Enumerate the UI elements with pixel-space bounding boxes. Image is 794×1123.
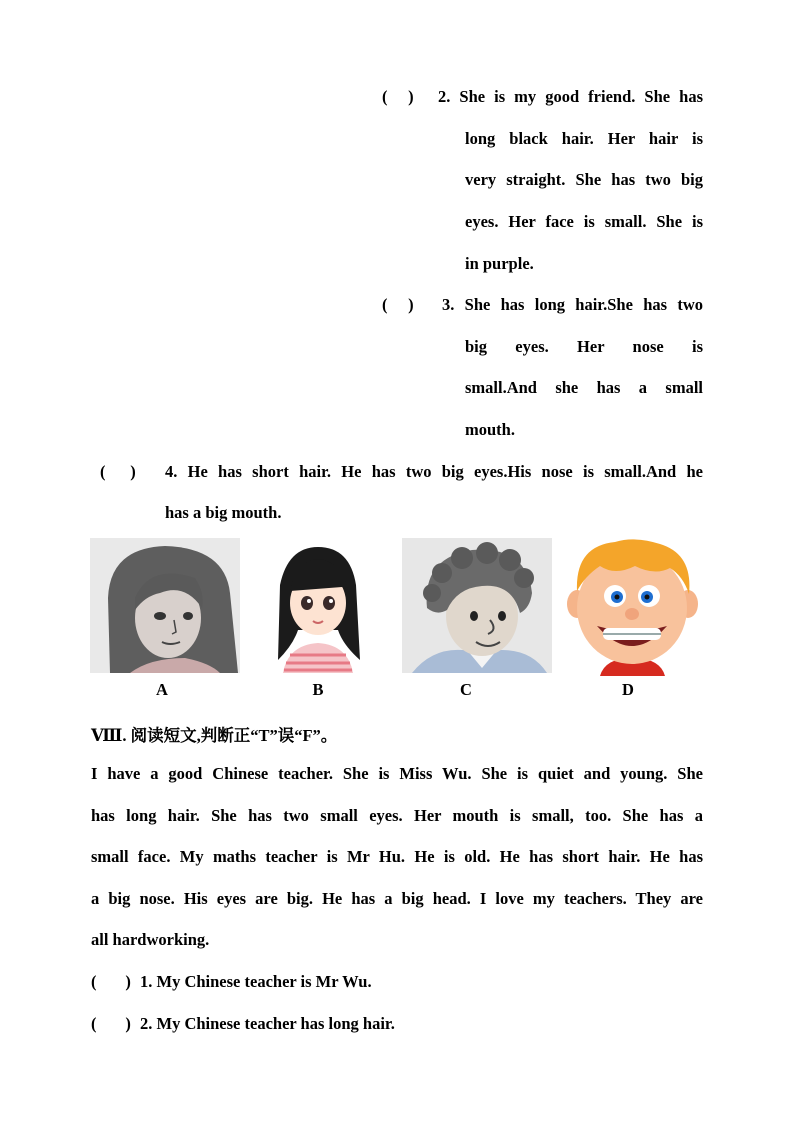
answer-blank-3[interactable]: ( ): [382, 295, 414, 314]
item-4-line-1: 4. He has short hair. He has two big eyes.His nose is small.And he: [165, 462, 703, 481]
picture-d: [565, 536, 700, 676]
item-3-line-2: big eyes. Her nose is: [465, 337, 703, 356]
picture-caption-a: A: [156, 680, 168, 699]
answer-blank-4[interactable]: ( ): [100, 462, 136, 481]
picture-caption-b: B: [312, 680, 324, 699]
passage-line-4: a big nose. His eyes are big. He has a big head. I love my teachers. They are: [91, 889, 703, 908]
girl-long-hair-sketch-icon: [90, 538, 240, 673]
passage-line-2: has long hair. She has two small eyes. Her mouth is small, too. She has a: [91, 806, 703, 825]
tf-answer-blank-1[interactable]: ( ): [91, 972, 131, 991]
boy-smiling-braces-icon: [565, 536, 700, 676]
item-2-line-2: long black hair. Her hair is: [465, 129, 703, 148]
item-2-line-5: in purple.: [465, 254, 534, 273]
picture-a: [90, 538, 240, 673]
item-3-line-3: small.And she has a small: [465, 378, 703, 397]
tf-question-2: 2. My Chinese teacher has long hair.: [140, 1014, 395, 1033]
passage-line-5: all hardworking.: [91, 930, 210, 949]
picture-caption-c: C: [460, 680, 472, 699]
passage-line-1: I have a good Chinese teacher. She is Miss Wu. She is quiet and young. She: [91, 764, 703, 783]
item-2-line-3: very straight. She has two big: [465, 170, 703, 189]
passage-line-3: small face. My maths teacher is Mr Hu. He is old. He has short hair. He has: [91, 847, 703, 866]
tf-answer-blank-2[interactable]: ( ): [91, 1014, 131, 1033]
picture-caption-d: D: [622, 680, 634, 699]
section-heading: Ⅷ. 阅读短文,判断正“T”误“F”。: [91, 726, 338, 745]
girl-cartoon-black-hair-icon: [268, 545, 368, 673]
item-3-line-4: mouth.: [465, 420, 515, 439]
item-4-line-2: has a big mouth.: [165, 503, 282, 522]
tf-question-1: 1. My Chinese teacher is Mr Wu.: [140, 972, 372, 991]
item-2-line-1: 2. She is my good friend. She has: [438, 87, 703, 106]
item-2-line-4: eyes. Her face is small. She is: [465, 212, 703, 231]
boy-curly-hair-sketch-icon: [402, 538, 552, 673]
picture-b: [268, 545, 368, 673]
answer-blank-2[interactable]: ( ): [382, 87, 414, 106]
item-3-line-1: 3. She has long hair.She has two: [442, 295, 703, 314]
picture-c: [402, 538, 552, 673]
